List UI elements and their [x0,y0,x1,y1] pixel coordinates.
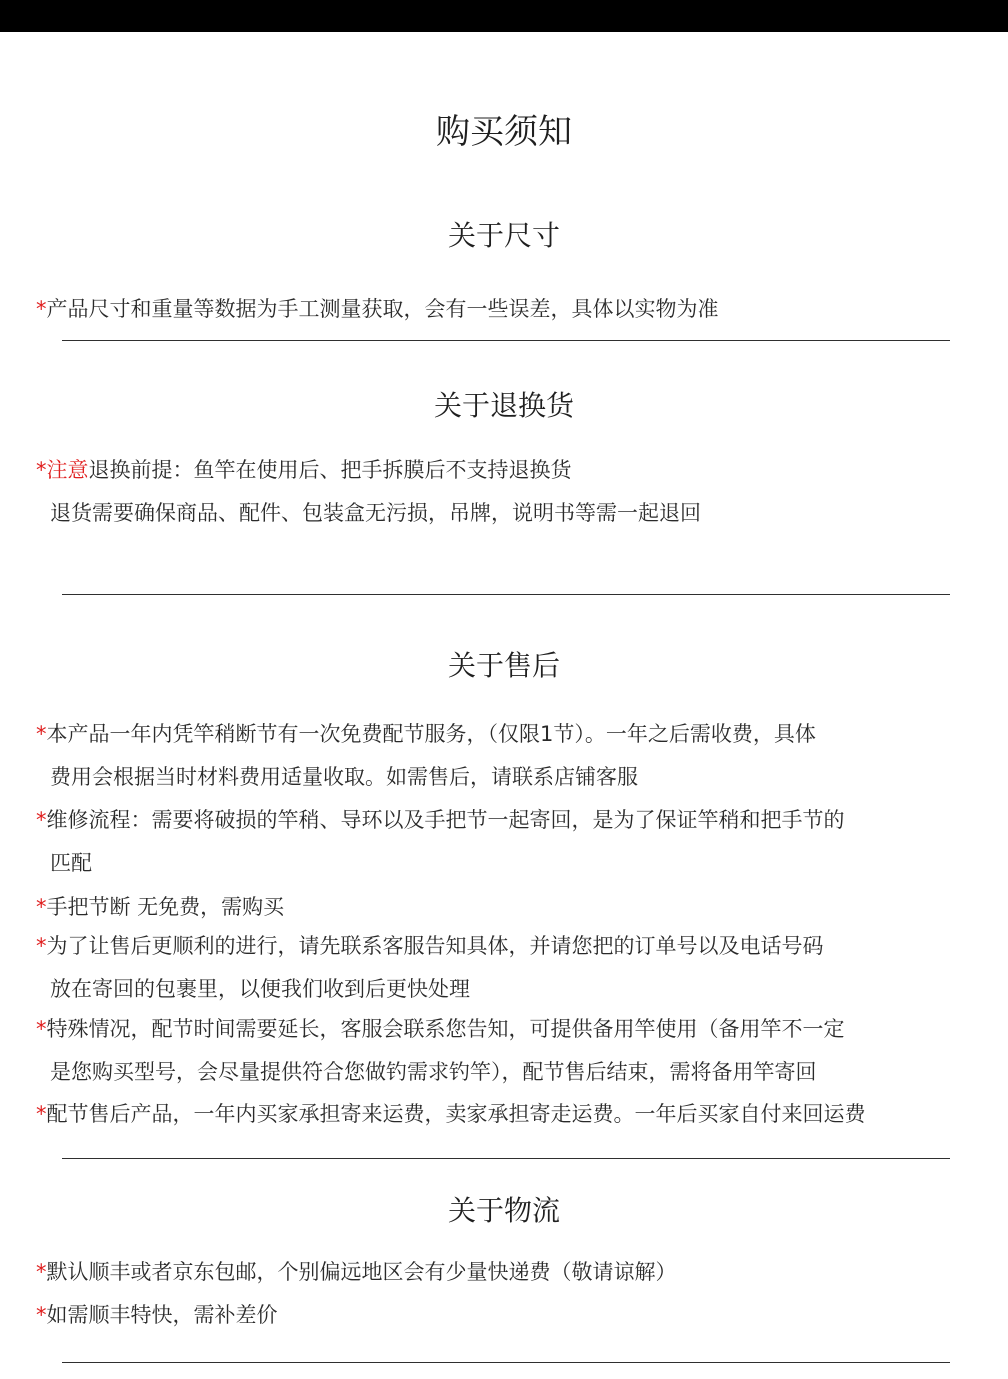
logistics-item [36,1257,996,1287]
notice-label: 注意 [46,458,89,482]
logistics-item [36,1300,996,1330]
after-sales-item [36,1099,996,1129]
after-sales-continuation: 放在寄回的包裹里，以便我们收到后更快处理 [50,977,470,1001]
asterisk-marker: * [36,1102,47,1126]
divider [62,594,950,595]
top-bar [0,0,1008,32]
after-sales-continuation: 是您购买型号，会尽量提供符合您做钓需求钓竿），配节售后结束，需将备用竿寄回 [50,1060,817,1084]
size-note [36,294,996,324]
page-title: 购买须知 [436,112,572,152]
size-note-text: 产品尺寸和重量等数据为手工测量获取，会有一些误差，具体以实物为准 [46,297,719,321]
section-heading-returns: 关于退换货 [433,389,574,422]
asterisk-marker: * [36,458,47,482]
divider [62,340,950,341]
asterisk-marker: * [36,808,47,832]
asterisk-marker: * [36,895,47,919]
after-sales-text: 为了让售后更顺利的进行，请先联系客服告知具体，并请您把的订单号以及电话号码 [46,934,824,958]
returns-note-line: 退货需要确保商品、配件、包装盒无污损，吊牌，说明书等需一起退回 [50,501,701,525]
after-sales-item [36,805,996,835]
after-sales-item [36,931,996,961]
asterisk-marker: * [36,297,47,321]
asterisk-marker: * [36,1303,47,1327]
after-sales-text: 配节售后产品，一年内买家承担寄来运费，卖家承担寄走运费。一年后买家自付来回运费 [46,1102,866,1126]
after-sales-text: 本产品一年内凭竿稍断节有一次免费配节服务，（仅限1节）。一年之后需收费，具体 [46,722,816,746]
after-sales-continuation: 匹配 [50,851,92,875]
after-sales-text: 特殊情况，配节时间需要延长，客服会联系您告知，可提供备用竿使用（备用竿不一定 [46,1017,845,1041]
after-sales-item [36,1014,996,1044]
after-sales-item [36,892,996,922]
divider [62,1158,950,1159]
asterisk-marker: * [36,934,47,958]
section-heading-after-sales: 关于售后 [447,649,560,682]
asterisk-marker: * [36,722,47,746]
logistics-text: 默认顺丰或者京东包邮，个别偏远地区会有少量快递费（敬请谅解） [46,1260,677,1284]
asterisk-marker: * [36,1017,47,1041]
returns-note [36,455,996,485]
section-heading-logistics: 关于物流 [447,1194,560,1227]
divider [62,1362,950,1363]
returns-note-text: 退换前提：鱼竿在使用后、把手拆膜后不支持退换货 [88,458,572,482]
after-sales-text: 手把节断 无免费，需购买 [46,895,285,919]
section-heading-size: 关于尺寸 [447,219,560,252]
after-sales-text: 维修流程：需要将破损的竿稍、导环以及手把节一起寄回，是为了保证竿稍和把手节的 [46,808,845,832]
asterisk-marker: * [36,1260,47,1284]
logistics-text: 如需顺丰特快，需补差价 [46,1303,278,1327]
after-sales-continuation: 费用会根据当时材料费用适量收取。如需售后，请联系店铺客服 [50,765,638,789]
after-sales-item [36,719,996,749]
